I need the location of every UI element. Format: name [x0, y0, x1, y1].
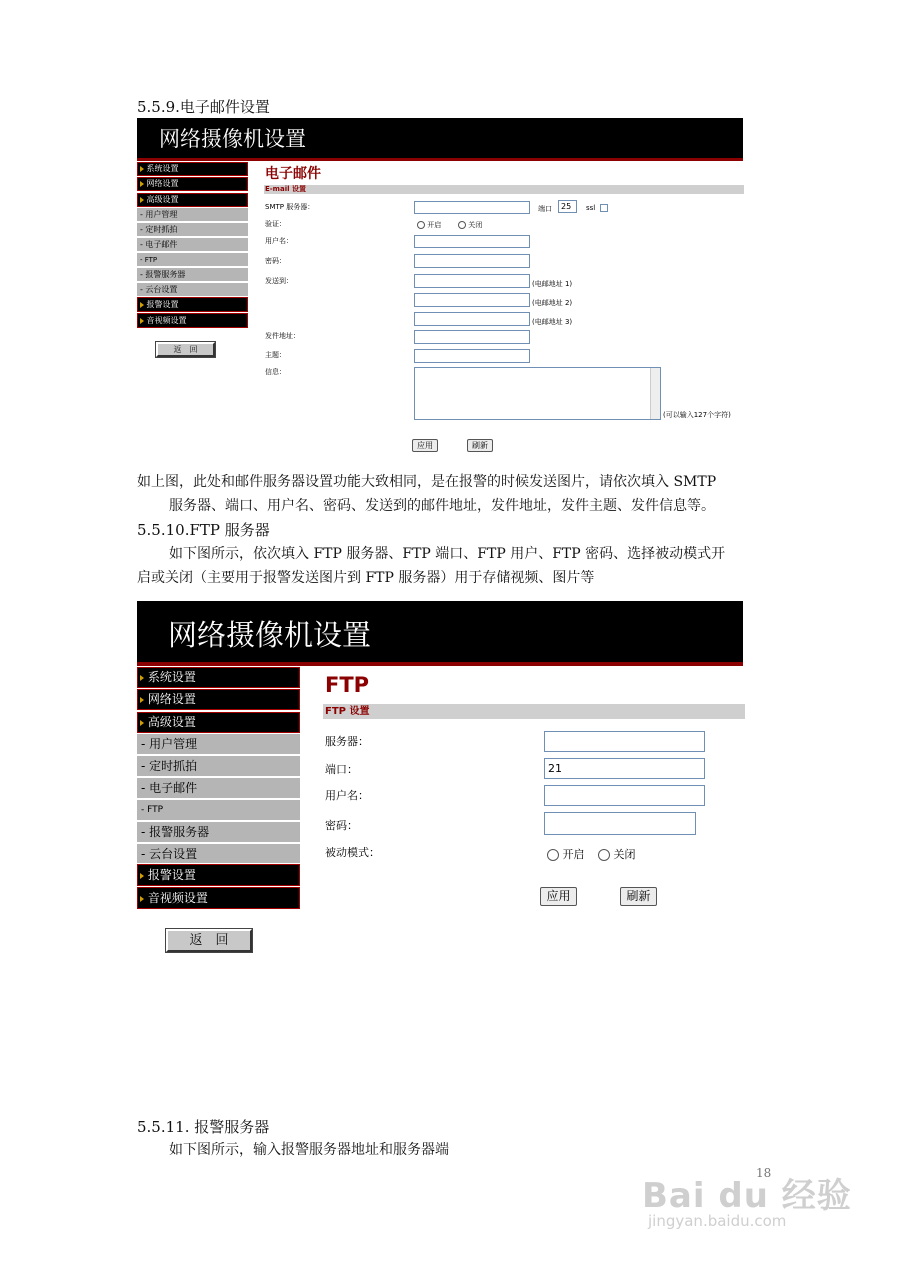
passive-on-option[interactable]: 开启 [547, 846, 585, 862]
arrow-right-icon [140, 896, 144, 902]
sidebar-item-email[interactable]: - 电子邮件 [137, 778, 300, 799]
sidebar-item-alarm[interactable]: 报警设置 [137, 864, 300, 886]
sidebar-item-ftp[interactable]: - FTP [137, 253, 248, 267]
sidebar-item-ptz[interactable]: - 云台设置 [137, 844, 300, 864]
username-label: 用户名： [325, 789, 369, 802]
smtp-server-input[interactable] [414, 201, 530, 214]
auth-on-option[interactable]: 开启 [417, 220, 441, 230]
back-button[interactable]: 返 回 [166, 929, 252, 952]
sidebar-item-advanced[interactable]: 高级设置 [137, 712, 300, 733]
app-header [137, 601, 743, 662]
paragraph-email-line1: 如上图，此处和邮件服务器设置功能大致相同，是在报警的时候发送图片，请依次填入 SMTP [137, 474, 717, 490]
from-address-input[interactable] [414, 330, 530, 344]
sidebar-item-network[interactable]: 网络设置 [137, 689, 300, 710]
section-heading-alarm-server: 5.5.11. 报警服务器 [137, 1118, 270, 1136]
sidebar-item-snapshot[interactable]: - 定时抓拍 [137, 756, 300, 777]
page-title: 电子邮件 [265, 166, 321, 182]
app-title: 网络摄像机设置 [159, 127, 306, 151]
sidebar-item-av[interactable]: 音视频设置 [137, 887, 300, 909]
smtp-label: SMTP 服务器： [265, 203, 315, 211]
auth-off-option[interactable]: 关闭 [458, 220, 482, 230]
sidebar-item-system[interactable]: 系统设置 [137, 162, 248, 176]
sidebar-item-ftp[interactable]: - FTP [137, 800, 300, 821]
message-textarea[interactable] [414, 367, 661, 420]
ssl-label: ssl [586, 204, 596, 212]
radio-selected-icon[interactable] [598, 849, 610, 861]
message-label: 信息： [265, 368, 286, 376]
sidebar-item-av[interactable]: 音视频设置 [137, 313, 248, 328]
ssl-checkbox[interactable] [600, 204, 608, 212]
paragraph-email-line2: 服务器、端口、用户名、密码、发送到的邮件地址，发件地址，发件主题、发件信息等。 [169, 498, 715, 514]
sidebar-item-ptz[interactable]: - 云台设置 [137, 283, 248, 297]
radio-unselected-icon[interactable] [547, 849, 559, 861]
sidebar-item-alarm-server[interactable]: - 报警服务器 [137, 268, 248, 282]
email-settings-screenshot [137, 118, 743, 458]
passive-off-option[interactable]: 关闭 [598, 846, 636, 862]
paragraph-ftp-line1: 如下图所示，依次填入 FTP 服务器、FTP 端口、FTP 用户、FTP 密码、选择被动模式开 [169, 546, 726, 562]
ftp-port-input[interactable]: 21 [544, 758, 705, 779]
address-3-hint: (电邮地址 3) [532, 318, 573, 326]
watermark-url: jingyan.baidu.com [648, 1212, 787, 1230]
auth-label: 验证： [265, 220, 286, 228]
from-label: 发件地址： [265, 332, 300, 340]
arrow-right-icon [140, 181, 144, 187]
sidebar-item-system[interactable]: 系统设置 [137, 667, 300, 688]
sidebar-item-email[interactable]: - 电子邮件 [137, 238, 248, 252]
email-address-2-input[interactable] [414, 293, 530, 307]
port-label: 端口 [538, 205, 552, 213]
arrow-right-icon [140, 675, 144, 681]
username-input[interactable] [414, 235, 530, 248]
sidebar-item-alarm-server[interactable]: - 报警服务器 [137, 822, 300, 843]
arrow-right-icon [140, 697, 144, 703]
ftp-password-input[interactable] [544, 812, 696, 835]
sidebar-item-network[interactable]: 网络设置 [137, 177, 248, 191]
sidebar-item-advanced[interactable]: 高级设置 [137, 193, 248, 207]
sidebar-item-users[interactable]: - 用户管理 [137, 208, 248, 222]
section-heading-email: 5.5.9.电子邮件设置 [137, 98, 270, 116]
message-hint: (可以输入127个字符) [663, 411, 731, 419]
arrow-right-icon [140, 318, 144, 324]
section-bar: E-mail 设置 [264, 185, 744, 194]
ftp-username-input[interactable] [544, 785, 705, 806]
section-bar: FTP 设置 [323, 704, 745, 719]
back-button[interactable]: 返 回 [156, 342, 215, 357]
arrow-right-icon [140, 166, 144, 172]
sidebar-item-alarm[interactable]: 报警设置 [137, 297, 248, 312]
app-header [137, 118, 743, 158]
page-number: 18 [756, 1166, 772, 1180]
address-1-hint: (电邮地址 1) [532, 280, 573, 288]
paragraph-alarm-line1: 如下图所示，输入报警服务器地址和服务器端 [169, 1142, 449, 1158]
server-label: 服务器： [325, 735, 369, 748]
radio-unselected-icon[interactable] [458, 221, 466, 229]
refresh-button[interactable]: 刷新 [467, 439, 493, 452]
sidebar-item-users[interactable]: - 用户管理 [137, 734, 300, 755]
ftp-settings-screenshot [137, 601, 743, 956]
subject-label: 主题： [265, 351, 286, 359]
sidebar-item-snapshot[interactable]: - 定时抓拍 [137, 223, 248, 237]
arrow-right-icon [140, 302, 144, 308]
app-title: 网络摄像机设置 [168, 618, 372, 652]
email-address-1-input[interactable] [414, 274, 530, 288]
page-title: FTP [325, 673, 370, 697]
port-label: 端口： [325, 763, 358, 776]
section-heading-ftp: 5.5.10.FTP 服务器 [137, 521, 270, 539]
apply-button[interactable]: 应用 [540, 887, 577, 906]
passive-mode-label: 被动模式： [325, 846, 380, 859]
arrow-right-icon [140, 197, 144, 203]
email-address-3-input[interactable] [414, 312, 530, 326]
subject-input[interactable] [414, 349, 530, 363]
scrollbar[interactable] [650, 368, 660, 419]
username-label: 用户名： [265, 237, 293, 245]
paragraph-ftp-line2: 启或关闭（主要用于报警发送图片到 FTP 服务器）用于存储视频、图片等 [137, 570, 595, 586]
arrow-right-icon [140, 873, 144, 879]
watermark-logo: Bai du 经验 [642, 1176, 852, 1216]
apply-button[interactable]: 应用 [412, 439, 438, 452]
ftp-server-input[interactable] [544, 731, 705, 752]
arrow-right-icon [140, 720, 144, 726]
port-input[interactable]: 25 [558, 200, 577, 213]
refresh-button[interactable]: 刷新 [620, 887, 657, 906]
password-input[interactable] [414, 254, 530, 268]
sendto-label: 发送到： [265, 277, 293, 285]
radio-selected-icon[interactable] [417, 221, 425, 229]
address-2-hint: (电邮地址 2) [532, 299, 573, 307]
password-label: 密码： [265, 257, 286, 265]
password-label: 密码： [325, 819, 358, 832]
